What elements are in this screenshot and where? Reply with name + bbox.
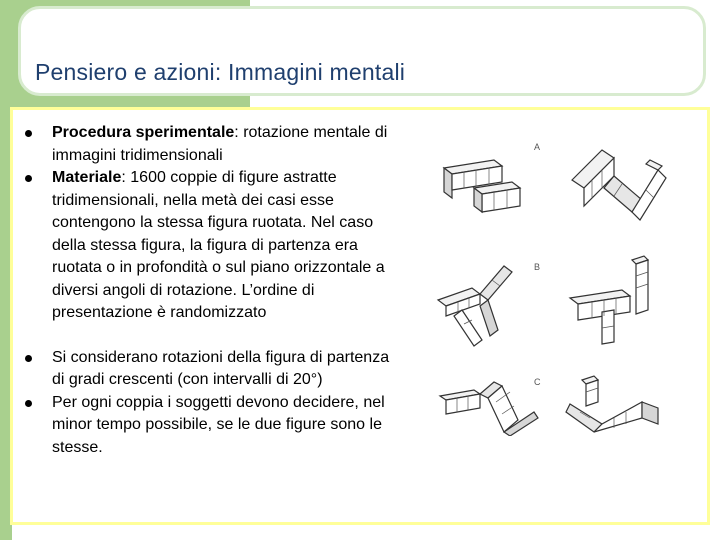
bullet-2-text: : 1600 coppie di figure astratte tridimensionali, nella metà dei casi esse contengono la stessa figura ruotata. Nel caso della stessa figura, la figura di partenza era ruotata o in profondità o sul piano orizzontale a diversi angoli di rotazione. L’ordine di presentazione è randomizzato xyxy=(52,169,385,321)
bullet-1-text: : rotazione mentale di immagini tridimensionali xyxy=(52,124,388,164)
cube-shape-c-right xyxy=(562,368,672,448)
bullet-list xyxy=(22,122,402,459)
cube-shape-c-left xyxy=(434,376,544,436)
title-box xyxy=(18,6,706,96)
bullet-item-1 xyxy=(22,122,402,167)
mental-rotation-figure xyxy=(428,130,692,430)
bullet-1-bold: Procedura sperimentale xyxy=(52,124,235,141)
bullet-dot-icon xyxy=(25,175,32,182)
cube-shape-b-left xyxy=(432,260,542,350)
cube-shape-a-right xyxy=(562,140,672,230)
figure-label-a: A xyxy=(534,142,541,152)
bullet-dot-icon xyxy=(25,130,32,137)
bullet-4-text: Per ogni coppia i soggetti devono decidere, nel minor tempo possibile, se le due figure sono le stesse. xyxy=(52,393,385,456)
figure-label-c: C xyxy=(534,377,541,387)
bullet-gap xyxy=(22,325,402,347)
bullet-dot-icon xyxy=(25,400,32,407)
bullet-item-3 xyxy=(22,347,402,392)
bullet-2-bold: Materiale xyxy=(52,169,122,186)
slide-title: Pensiero e azioni: Immagini mentali xyxy=(35,59,406,85)
bullet-item-2 xyxy=(22,167,402,325)
cube-shape-b-right xyxy=(562,250,672,350)
figure-label-b: B xyxy=(534,262,541,272)
bullet-3-text: Si considerano rotazioni della figura di partenza di gradi crescenti (con intervalli di 20°) xyxy=(52,348,390,388)
cube-shape-a-left xyxy=(434,148,534,218)
bullet-item-4 xyxy=(22,392,402,460)
bullet-dot-icon xyxy=(25,355,32,362)
